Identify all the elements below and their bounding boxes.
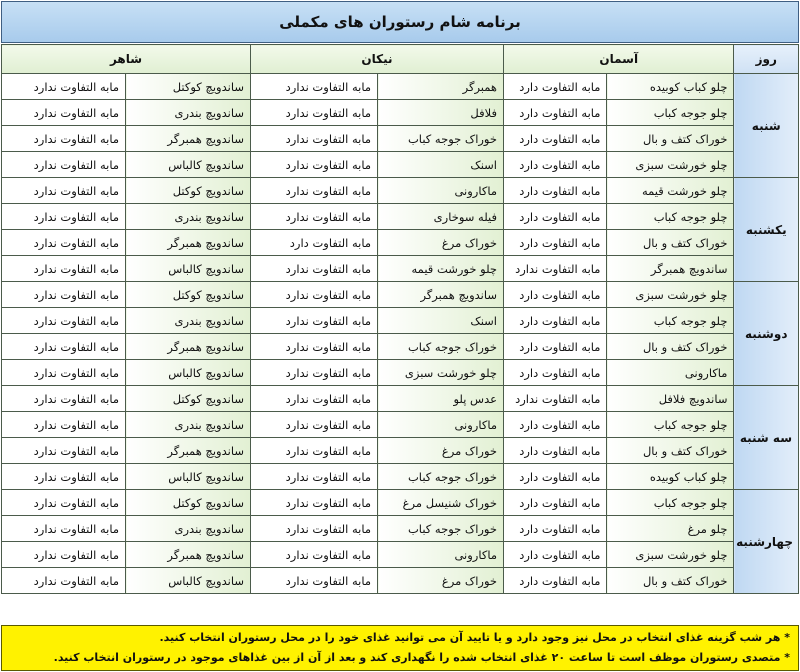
aseman-surcharge-cell: مابه التفاوت دارد [504,152,607,178]
shaher-dish-cell: ساندویچ همبرگر [126,230,251,256]
nikan-surcharge-cell: مابه التفاوت ندارد [250,74,377,100]
aseman-dish-cell: چلو جوجه کباب [607,308,734,334]
nikan-dish-cell: خوراک شنیسل مرغ [378,490,504,516]
aseman-surcharge-cell: مابه التفاوت دارد [504,178,607,204]
nikan-dish-cell: عدس پلو [378,386,504,412]
nikan-dish-cell: خوراک مرغ [378,568,504,594]
aseman-dish-cell: چلو خورشت سبزی [607,152,734,178]
aseman-surcharge-cell: مابه التفاوت دارد [504,308,607,334]
nikan-dish-cell: خوراک جوجه کباب [378,516,504,542]
shaher-dish-cell: ساندویچ بندری [126,412,251,438]
table-row [2,204,799,230]
table-row [2,438,799,464]
note-line: * هر شب گزینه غذای انتخاب در محل نیز وجود دارد و یا تایید آن می توانید غذای خود را در محل رستوران انتخاب کنید. [159,631,790,644]
aseman-surcharge-cell: مابه التفاوت ندارد [504,256,607,282]
day-name-cell: شنبه [734,74,799,178]
nikan-surcharge-cell: مابه التفاوت ندارد [250,282,377,308]
aseman-dish-cell: چلو مرغ [607,516,734,542]
aseman-surcharge-cell: مابه التفاوت دارد [504,334,607,360]
shaher-surcharge-cell: مابه التفاوت ندارد [2,126,126,152]
schedule-body [2,74,799,594]
day-column-header: روز [734,45,799,74]
shaher-surcharge-cell: مابه التفاوت ندارد [2,438,126,464]
nikan-dish-cell: خوراک جوجه کباب [378,334,504,360]
aseman-dish-cell: چلو خورشت قیمه [607,178,734,204]
aseman-dish-cell: ساندویچ همبرگر [607,256,734,282]
nikan-dish-cell: فیله سوخاری [378,204,504,230]
aseman-surcharge-cell: مابه التفاوت دارد [504,126,607,152]
shaher-surcharge-cell: مابه التفاوت ندارد [2,230,126,256]
nikan-surcharge-cell: مابه التفاوت ندارد [250,386,377,412]
aseman-dish-cell: چلو خورشت سبزی [607,282,734,308]
shaher-surcharge-cell: مابه التفاوت ندارد [2,360,126,386]
nikan-dish-cell: خوراک مرغ [378,230,504,256]
table-row [2,412,799,438]
note-line: * متصدی رستوران موظف است تا ساعت ۲۰ غذای انتخاب شده را نگهداری کند و بعد از آن از بین غذاهای موجود در رستوران انتخاب کنید. [53,651,790,664]
nikan-dish-cell: اسنک [378,152,504,178]
shaher-surcharge-cell: مابه التفاوت ندارد [2,490,126,516]
page-title: برنامه شام رستوران های مکملی [1,1,799,43]
aseman-dish-cell: چلو کباب کوبیده [607,464,734,490]
nikan-surcharge-cell: مابه التفاوت ندارد [250,412,377,438]
shaher-dish-cell: ساندویچ بندری [126,100,251,126]
notes-box [1,625,799,671]
aseman-surcharge-cell: مابه التفاوت دارد [504,360,607,386]
nikan-surcharge-cell: مابه التفاوت ندارد [250,308,377,334]
table-row [2,334,799,360]
aseman-surcharge-cell: مابه التفاوت دارد [504,204,607,230]
aseman-dish-cell: چلو جوجه کباب [607,204,734,230]
shaher-dish-cell: ساندویچ همبرگر [126,126,251,152]
shaher-surcharge-cell: مابه التفاوت ندارد [2,204,126,230]
aseman-surcharge-cell: مابه التفاوت دارد [504,230,607,256]
nikan-surcharge-cell: مابه التفاوت ندارد [250,100,377,126]
aseman-dish-cell: چلو جوجه کباب [607,412,734,438]
table-row [2,308,799,334]
shaher-dish-cell: ساندویچ همبرگر [126,438,251,464]
shaher-dish-cell: ساندویچ کالباس [126,152,251,178]
nikan-surcharge-cell: مابه التفاوت ندارد [250,516,377,542]
shaher-surcharge-cell: مابه التفاوت ندارد [2,386,126,412]
nikan-surcharge-cell: مابه التفاوت ندارد [250,542,377,568]
restaurant-nikan-header: نیکان [250,45,503,74]
schedule-table [1,44,799,594]
shaher-dish-cell: ساندویچ بندری [126,516,251,542]
aseman-dish-cell: چلو خورشت سبزی [607,542,734,568]
nikan-surcharge-cell: مابه التفاوت ندارد [250,334,377,360]
nikan-dish-cell: اسنک [378,308,504,334]
shaher-surcharge-cell: مابه التفاوت ندارد [2,178,126,204]
aseman-dish-cell: چلو کباب کوبیده [607,74,734,100]
nikan-dish-cell: ساندویچ همبرگر [378,282,504,308]
shaher-surcharge-cell: مابه التفاوت ندارد [2,542,126,568]
nikan-surcharge-cell: مابه التفاوت ندارد [250,152,377,178]
shaher-dish-cell: ساندویچ همبرگر [126,542,251,568]
aseman-dish-cell: خوراک کتف و بال [607,334,734,360]
aseman-dish-cell: چلو جوجه کباب [607,100,734,126]
aseman-dish-cell: خوراک کتف و بال [607,126,734,152]
nikan-dish-cell: چلو خورشت سبزی [378,360,504,386]
table-row [2,178,799,204]
shaher-surcharge-cell: مابه التفاوت ندارد [2,308,126,334]
nikan-surcharge-cell: مابه التفاوت ندارد [250,438,377,464]
table-row [2,464,799,490]
table-row [2,74,799,100]
nikan-dish-cell: چلو خورشت قیمه [378,256,504,282]
day-name-cell: دوشنبه [734,282,799,386]
aseman-surcharge-cell: مابه التفاوت دارد [504,464,607,490]
shaher-dish-cell: ساندویچ کالباس [126,256,251,282]
aseman-surcharge-cell: مابه التفاوت دارد [504,74,607,100]
aseman-dish-cell: خوراک کتف و بال [607,568,734,594]
nikan-surcharge-cell: مابه التفاوت ندارد [250,256,377,282]
nikan-surcharge-cell: مابه التفاوت ندارد [250,360,377,386]
header-row [2,45,799,74]
restaurant-aseman-header: آسمان [504,45,734,74]
aseman-surcharge-cell: مابه التفاوت دارد [504,438,607,464]
shaher-surcharge-cell: مابه التفاوت ندارد [2,74,126,100]
shaher-dish-cell: ساندویچ کوکتل [126,282,251,308]
aseman-surcharge-cell: مابه التفاوت دارد [504,516,607,542]
nikan-dish-cell: همبرگر [378,74,504,100]
table-row [2,360,799,386]
shaher-surcharge-cell: مابه التفاوت ندارد [2,282,126,308]
aseman-surcharge-cell: مابه التفاوت دارد [504,542,607,568]
aseman-dish-cell: ساندویچ فلافل [607,386,734,412]
shaher-surcharge-cell: مابه التفاوت ندارد [2,516,126,542]
shaher-surcharge-cell: مابه التفاوت ندارد [2,412,126,438]
aseman-dish-cell: ماکارونی [607,360,734,386]
nikan-dish-cell: ماکارونی [378,178,504,204]
nikan-surcharge-cell: مابه التفاوت ندارد [250,464,377,490]
table-row [2,490,799,516]
shaher-dish-cell: ساندویچ کوکتل [126,74,251,100]
aseman-dish-cell: خوراک کتف و بال [607,438,734,464]
table-row [2,230,799,256]
aseman-surcharge-cell: مابه التفاوت دارد [504,282,607,308]
nikan-surcharge-cell: مابه التفاوت ندارد [250,178,377,204]
table-row [2,282,799,308]
table-row [2,568,799,594]
nikan-surcharge-cell: مابه التفاوت ندارد [250,490,377,516]
table-row [2,152,799,178]
nikan-dish-cell: فلافل [378,100,504,126]
aseman-surcharge-cell: مابه التفاوت دارد [504,100,607,126]
table-row [2,256,799,282]
nikan-surcharge-cell: مابه التفاوت دارد [250,230,377,256]
table-row [2,542,799,568]
nikan-dish-cell: خوراک جوجه کباب [378,126,504,152]
shaher-surcharge-cell: مابه التفاوت ندارد [2,152,126,178]
shaher-dish-cell: ساندویچ بندری [126,204,251,230]
aseman-surcharge-cell: مابه التفاوت دارد [504,490,607,516]
day-name-cell: یکشنبه [734,178,799,282]
shaher-surcharge-cell: مابه التفاوت ندارد [2,100,126,126]
table-row [2,516,799,542]
shaher-dish-cell: ساندویچ بندری [126,308,251,334]
nikan-dish-cell: خوراک جوجه کباب [378,464,504,490]
restaurant-shaher-header: شاهر [2,45,251,74]
nikan-surcharge-cell: مابه التفاوت ندارد [250,204,377,230]
shaher-dish-cell: ساندویچ همبرگر [126,334,251,360]
shaher-surcharge-cell: مابه التفاوت ندارد [2,568,126,594]
shaher-dish-cell: ساندویچ کالباس [126,568,251,594]
nikan-surcharge-cell: مابه التفاوت ندارد [250,126,377,152]
shaher-surcharge-cell: مابه التفاوت ندارد [2,464,126,490]
nikan-dish-cell: ماکارونی [378,412,504,438]
shaher-surcharge-cell: مابه التفاوت ندارد [2,334,126,360]
aseman-dish-cell: خوراک کتف و بال [607,230,734,256]
table-row [2,100,799,126]
table-row [2,126,799,152]
nikan-surcharge-cell: مابه التفاوت ندارد [250,568,377,594]
shaher-dish-cell: ساندویچ کالباس [126,360,251,386]
aseman-dish-cell: چلو جوجه کباب [607,490,734,516]
shaher-dish-cell: ساندویچ کالباس [126,464,251,490]
shaher-dish-cell: ساندویچ کوکتل [126,490,251,516]
aseman-surcharge-cell: مابه التفاوت دارد [504,568,607,594]
table-row [2,386,799,412]
aseman-surcharge-cell: مابه التفاوت دارد [504,412,607,438]
day-name-cell: سه شنبه [734,386,799,490]
shaher-dish-cell: ساندویچ کوکتل [126,386,251,412]
nikan-dish-cell: خوراک مرغ [378,438,504,464]
shaher-surcharge-cell: مابه التفاوت ندارد [2,256,126,282]
day-name-cell: چهارشنبه [734,490,799,594]
aseman-surcharge-cell: مابه التفاوت ندارد [504,386,607,412]
shaher-dish-cell: ساندویچ کوکتل [126,178,251,204]
nikan-dish-cell: ماکارونی [378,542,504,568]
